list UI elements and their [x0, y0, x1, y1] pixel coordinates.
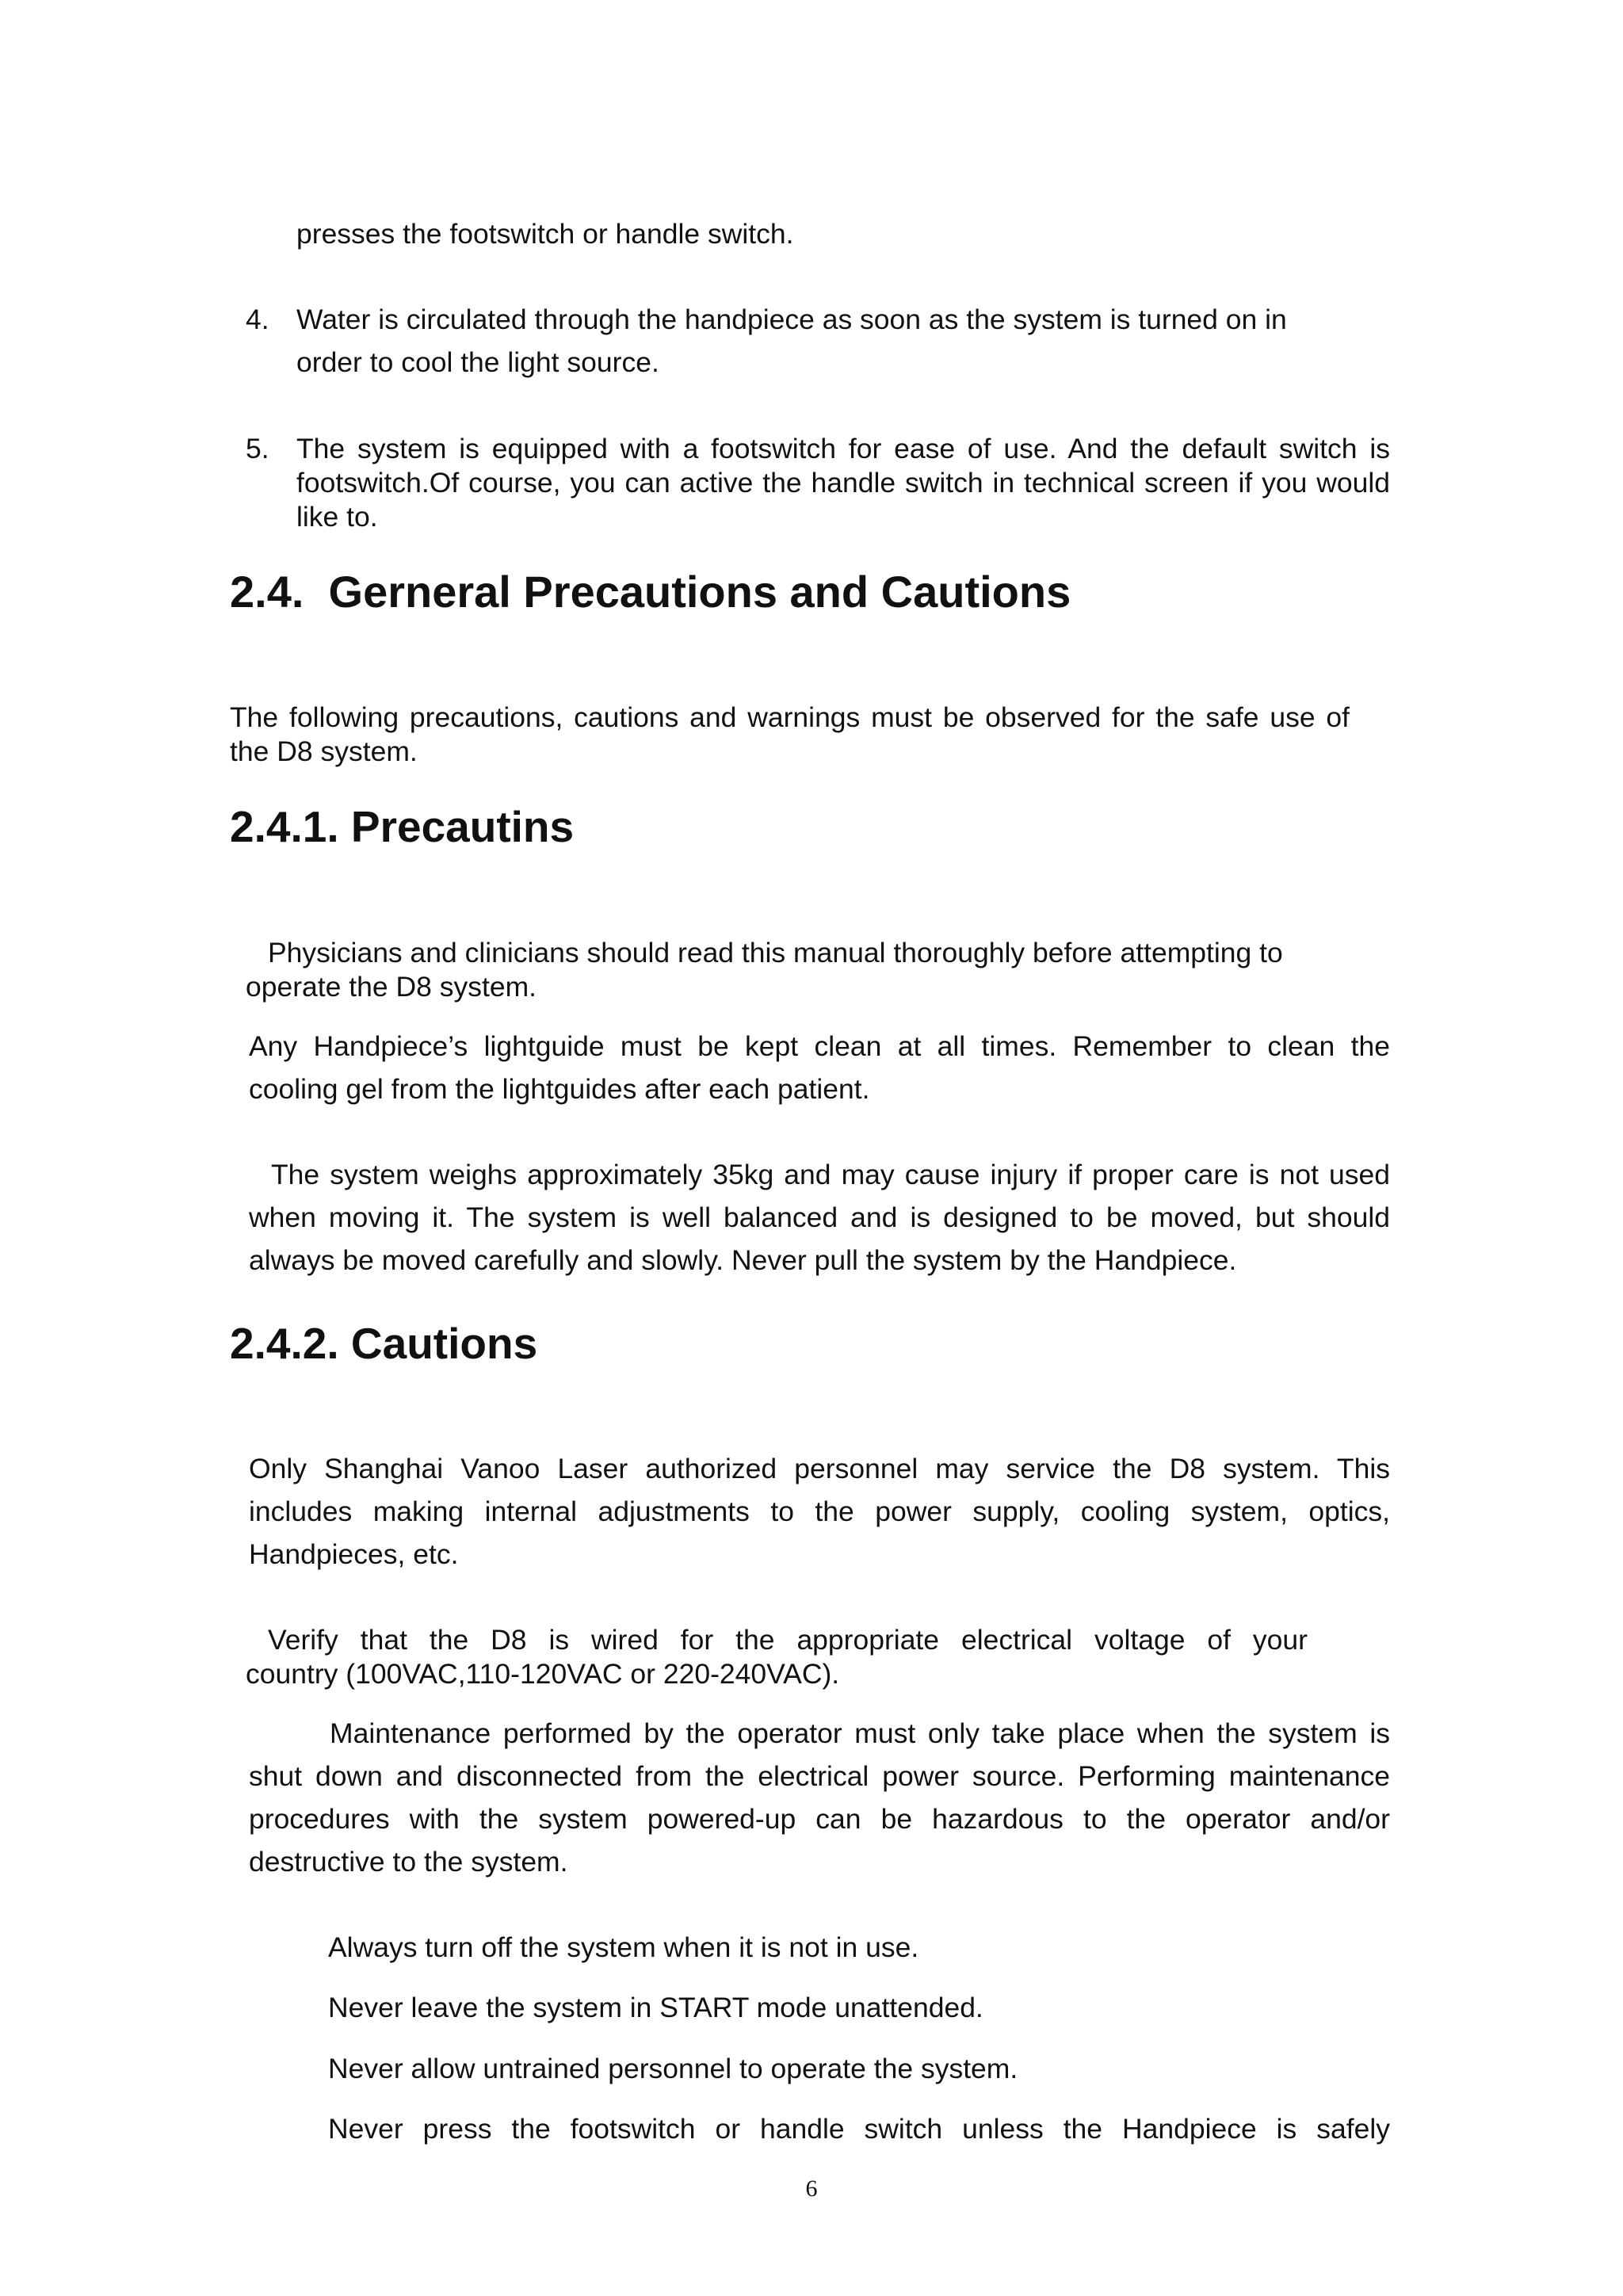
list-line: order to cool the light source. [296, 346, 659, 378]
paragraph-line: shut down and disconnected from the electrical power source. Performing maintenance [249, 1760, 1390, 1792]
list-line: The system is equipped with a footswitch for ease of use. And the default switch is [296, 433, 1390, 464]
paragraph-line: cooling gel from the lightguides after each patient. [249, 1073, 870, 1105]
paragraph-line: Handpieces, etc. [249, 1538, 459, 1570]
caution-item: Never leave the system in START mode unattended. [328, 1992, 983, 2023]
intro-line: the D8 system. [230, 735, 418, 767]
list-line: like to. [296, 501, 378, 533]
paragraph-line: Any Handpiece’s lightguide must be kept clean at all times. Remember to clean the [249, 1030, 1390, 1062]
paragraph-line: Physicians and clinicians should read this manual thoroughly before attempting to [268, 937, 1283, 968]
paragraph-line: Only Shanghai Vanoo Laser authorized personnel may service the D8 system. This [249, 1453, 1390, 1484]
subsection-heading: 2.4.1. Precautins [230, 802, 575, 851]
continuation-line: presses the footswitch or handle switch. [296, 218, 794, 250]
paragraph-line: procedures with the system powered-up can be hazardous to the operator and/or [249, 1803, 1390, 1835]
list-number: 5. [246, 433, 269, 464]
caution-item: Never press the footswitch or handle switch unless the Handpiece is safely [328, 2113, 1390, 2145]
paragraph-line: when moving it. The system is well balanced and is designed to be moved, but should [249, 1201, 1390, 1233]
paragraph-line: Maintenance performed by the operator must only take place when the system is [330, 1717, 1390, 1749]
list-line: footswitch.Of course, you can active the handle switch in technical screen if you would [296, 467, 1390, 499]
caution-item: Never allow untrained personnel to operate the system. [328, 2053, 1018, 2084]
paragraph-line: Verify that the D8 is wired for the appropriate electrical voltage of your [268, 1624, 1308, 1656]
paragraph-line: operate the D8 system. [246, 971, 537, 1003]
list-number: 4. [246, 304, 269, 335]
subsection-heading: 2.4.2. Cautions [230, 1319, 538, 1368]
page-number: 6 [805, 2176, 818, 2202]
paragraph-line: always be moved carefully and slowly. Never pull the system by the Handpiece. [249, 1244, 1237, 1276]
list-line: Water is circulated through the handpiece as soon as the system is turned on in [296, 304, 1287, 335]
caution-item: Always turn off the system when it is not in use. [328, 1931, 919, 1963]
paragraph-line: country (100VAC,110-120VAC or 220-240VAC). [246, 1658, 840, 1690]
paragraph-line: The system weighs approximately 35kg and may cause injury if proper care is not used [271, 1159, 1390, 1190]
paragraph-line: destructive to the system. [249, 1846, 568, 1878]
section-heading: 2.4. Gerneral Precautions and Cautions [230, 567, 1071, 617]
paragraph-line: includes making internal adjustments to the power supply, cooling system, optics, [249, 1496, 1390, 1527]
intro-line: The following precautions, cautions and warnings must be observed for the safe use of [230, 701, 1350, 733]
